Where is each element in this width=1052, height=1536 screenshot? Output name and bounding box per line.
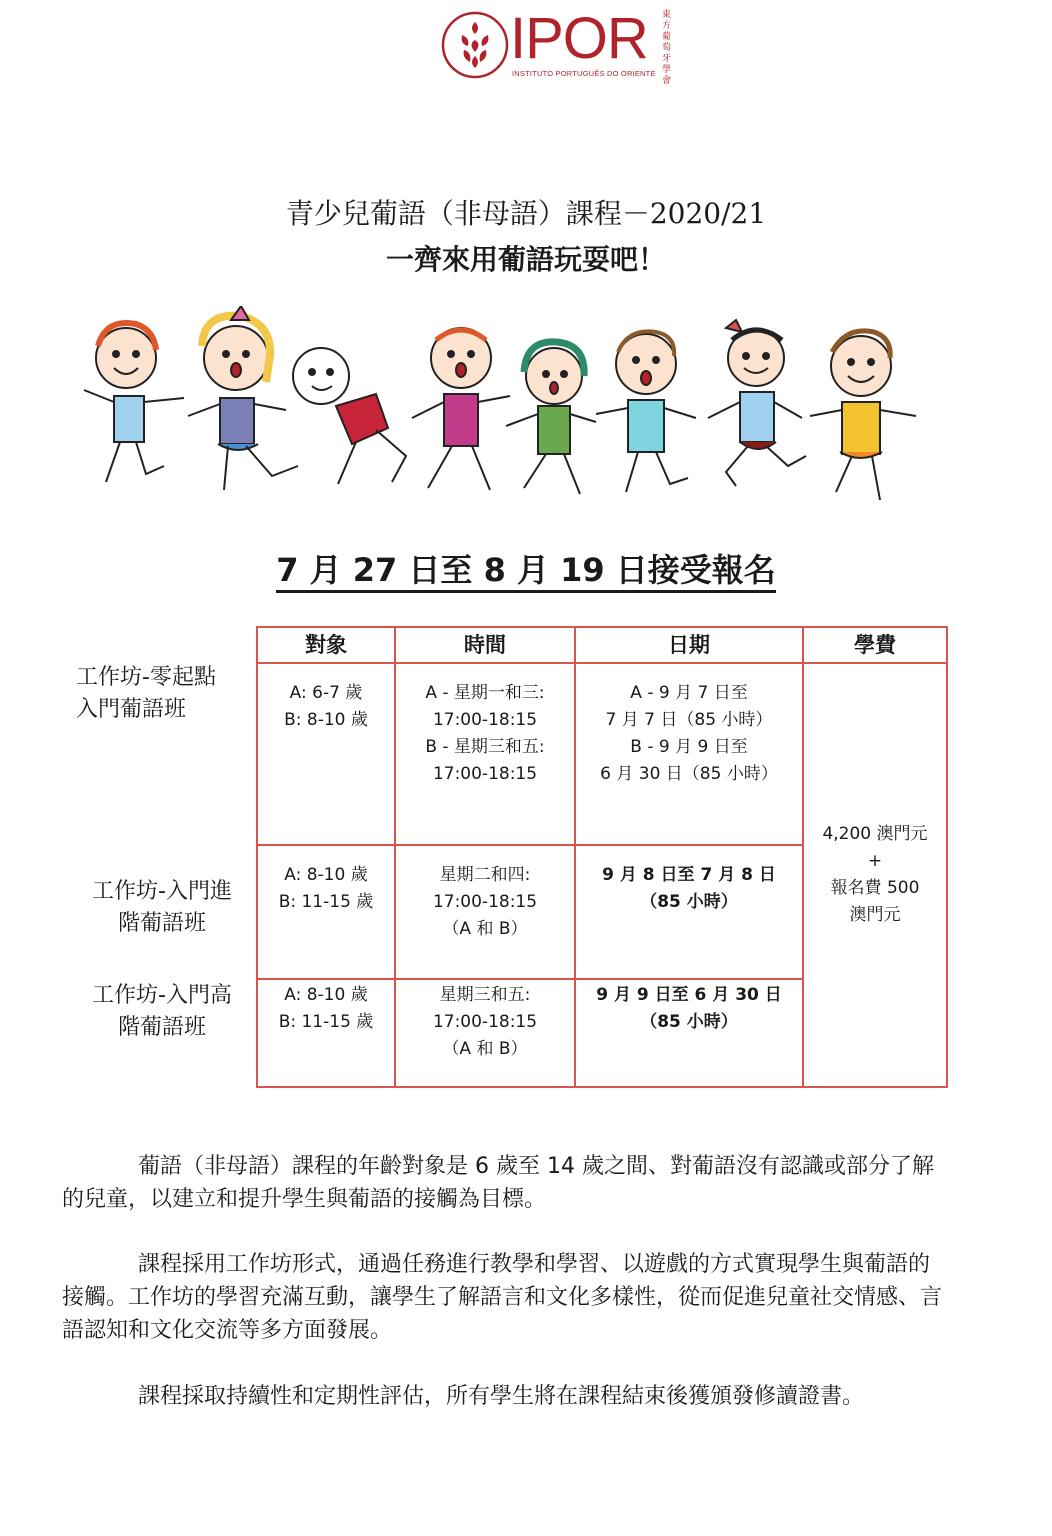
child-7 [708,320,806,486]
date-cell [575,845,803,979]
ipor-logo [440,6,680,86]
fee-line: 澳門元 [849,905,901,925]
cell-line: 6 月 30 日（85 小時） [600,764,778,784]
row-label-line: 工作坊-零起點 [76,665,216,690]
target-cell [257,663,395,845]
course-table [256,626,948,1088]
date-cell [575,979,803,1087]
cell-line: （85 小時） [640,892,738,912]
cell-line: （A 和 B） [442,1039,528,1059]
paragraph-assessment: 課程採取持續性和定期性評估，所有學生將在課程結束後獲頒發修讀證書。 [138,1384,865,1409]
row-label-line: 入門葡語班 [76,697,187,722]
time-cell [395,845,575,979]
time-cell [395,979,575,1087]
cell-line: 星期二和四: [439,865,531,885]
cell-line: 17:00-18:15 [432,1012,538,1032]
child-1 [84,323,184,482]
target-cell [257,845,395,979]
cell-line: （A 和 B） [442,919,528,939]
child-4 [412,328,510,490]
fee-line: + [867,851,883,871]
cell-line: 星期三和五: [439,985,531,1005]
header-time: 時間 [395,627,575,663]
course-slogan: 一齊來用葡語玩耍吧！ [385,243,666,276]
registration-text: 7 月 27 日至 8 月 19 日接受報名 [276,551,776,593]
logo-subtitle: INSTITUTO PORTUGUÊS DO ORIENTE [512,69,656,78]
cell-line: 7 月 7 日（85 小時） [605,710,773,730]
fee-line: 4,200 澳門元 [822,824,928,844]
ipor-emblem-icon [440,10,510,80]
header-fee: 學費 [803,627,947,663]
logo-vertical-text: 東方葡萄牙學會 [662,10,672,86]
row-label-advanced [82,980,242,1044]
child-5 [506,342,596,494]
cell-line: B: 11-15 歲 [278,1012,374,1032]
time-cell [395,663,575,845]
registration-period [0,548,1052,592]
row-label-line: 工作坊-入門高 [92,983,232,1008]
child-8 [810,331,916,500]
cell-line: 17:00-18:15 [432,710,538,730]
fee-cell [803,663,947,1087]
cell-line: （85 小時） [640,1012,738,1032]
child-6 [596,331,696,492]
cell-line: B: 11-15 歲 [278,892,374,912]
fee-line: 報名費 500 [830,878,920,898]
cell-line: A: 8-10 歲 [284,985,368,1005]
row-label-beginner [76,662,216,726]
row-label-line: 工作坊-入門進 [92,879,232,904]
cell-line: 17:00-18:15 [432,892,538,912]
cell-line: 9 月 9 日至 6 月 30 日 [596,985,782,1005]
paragraph-format: 課程採用工作坊形式，通過任務進行教學和學習、以遊戲的方式實現學生與葡語的接觸。工作坊的學習充滿互動，讓學生了解語言和文化多樣性，從而促進兒童社交情感、言語認知和文化交流等多方面發展。 [62,1252,943,1343]
cell-line: B - 9 月 9 日至 [630,737,748,757]
row-label-intermediate [82,876,242,940]
children-illustration [76,306,926,516]
paragraph-audience: 葡語（非母語）課程的年齡對象是 6 歲至 14 歲之間、對葡語沒有認識或部分了解的兒童，以建立和提升學生與葡語的接觸為目標。 [62,1154,934,1212]
cell-line: B - 星期三和五: [425,737,545,757]
header-target: 對象 [257,627,395,663]
header-date: 日期 [575,627,803,663]
date-cell [575,663,803,845]
table-header-row [257,627,947,663]
cell-line: 9 月 8 日至 7 月 8 日 [602,865,776,885]
cell-line: 17:00-18:15 [432,764,538,784]
cell-line: B: 8-10 歲 [284,710,368,730]
course-title: 青少兒葡語（非母語）課程－2020/21 [285,197,767,230]
row-label-line: 階葡語班 [117,911,206,936]
cell-line: A: 8-10 歲 [284,865,368,885]
child-2 [188,306,298,490]
logo-wordmark: IPOR [510,6,648,71]
row-label-line: 階葡語班 [117,1015,206,1040]
cell-line: A - 9 月 7 日至 [630,683,748,703]
target-cell [257,979,395,1087]
cell-line: A - 星期一和三: [425,683,545,703]
cell-line: A: 6-7 歲 [289,683,363,703]
table-row [257,663,947,845]
child-3 [293,348,406,484]
